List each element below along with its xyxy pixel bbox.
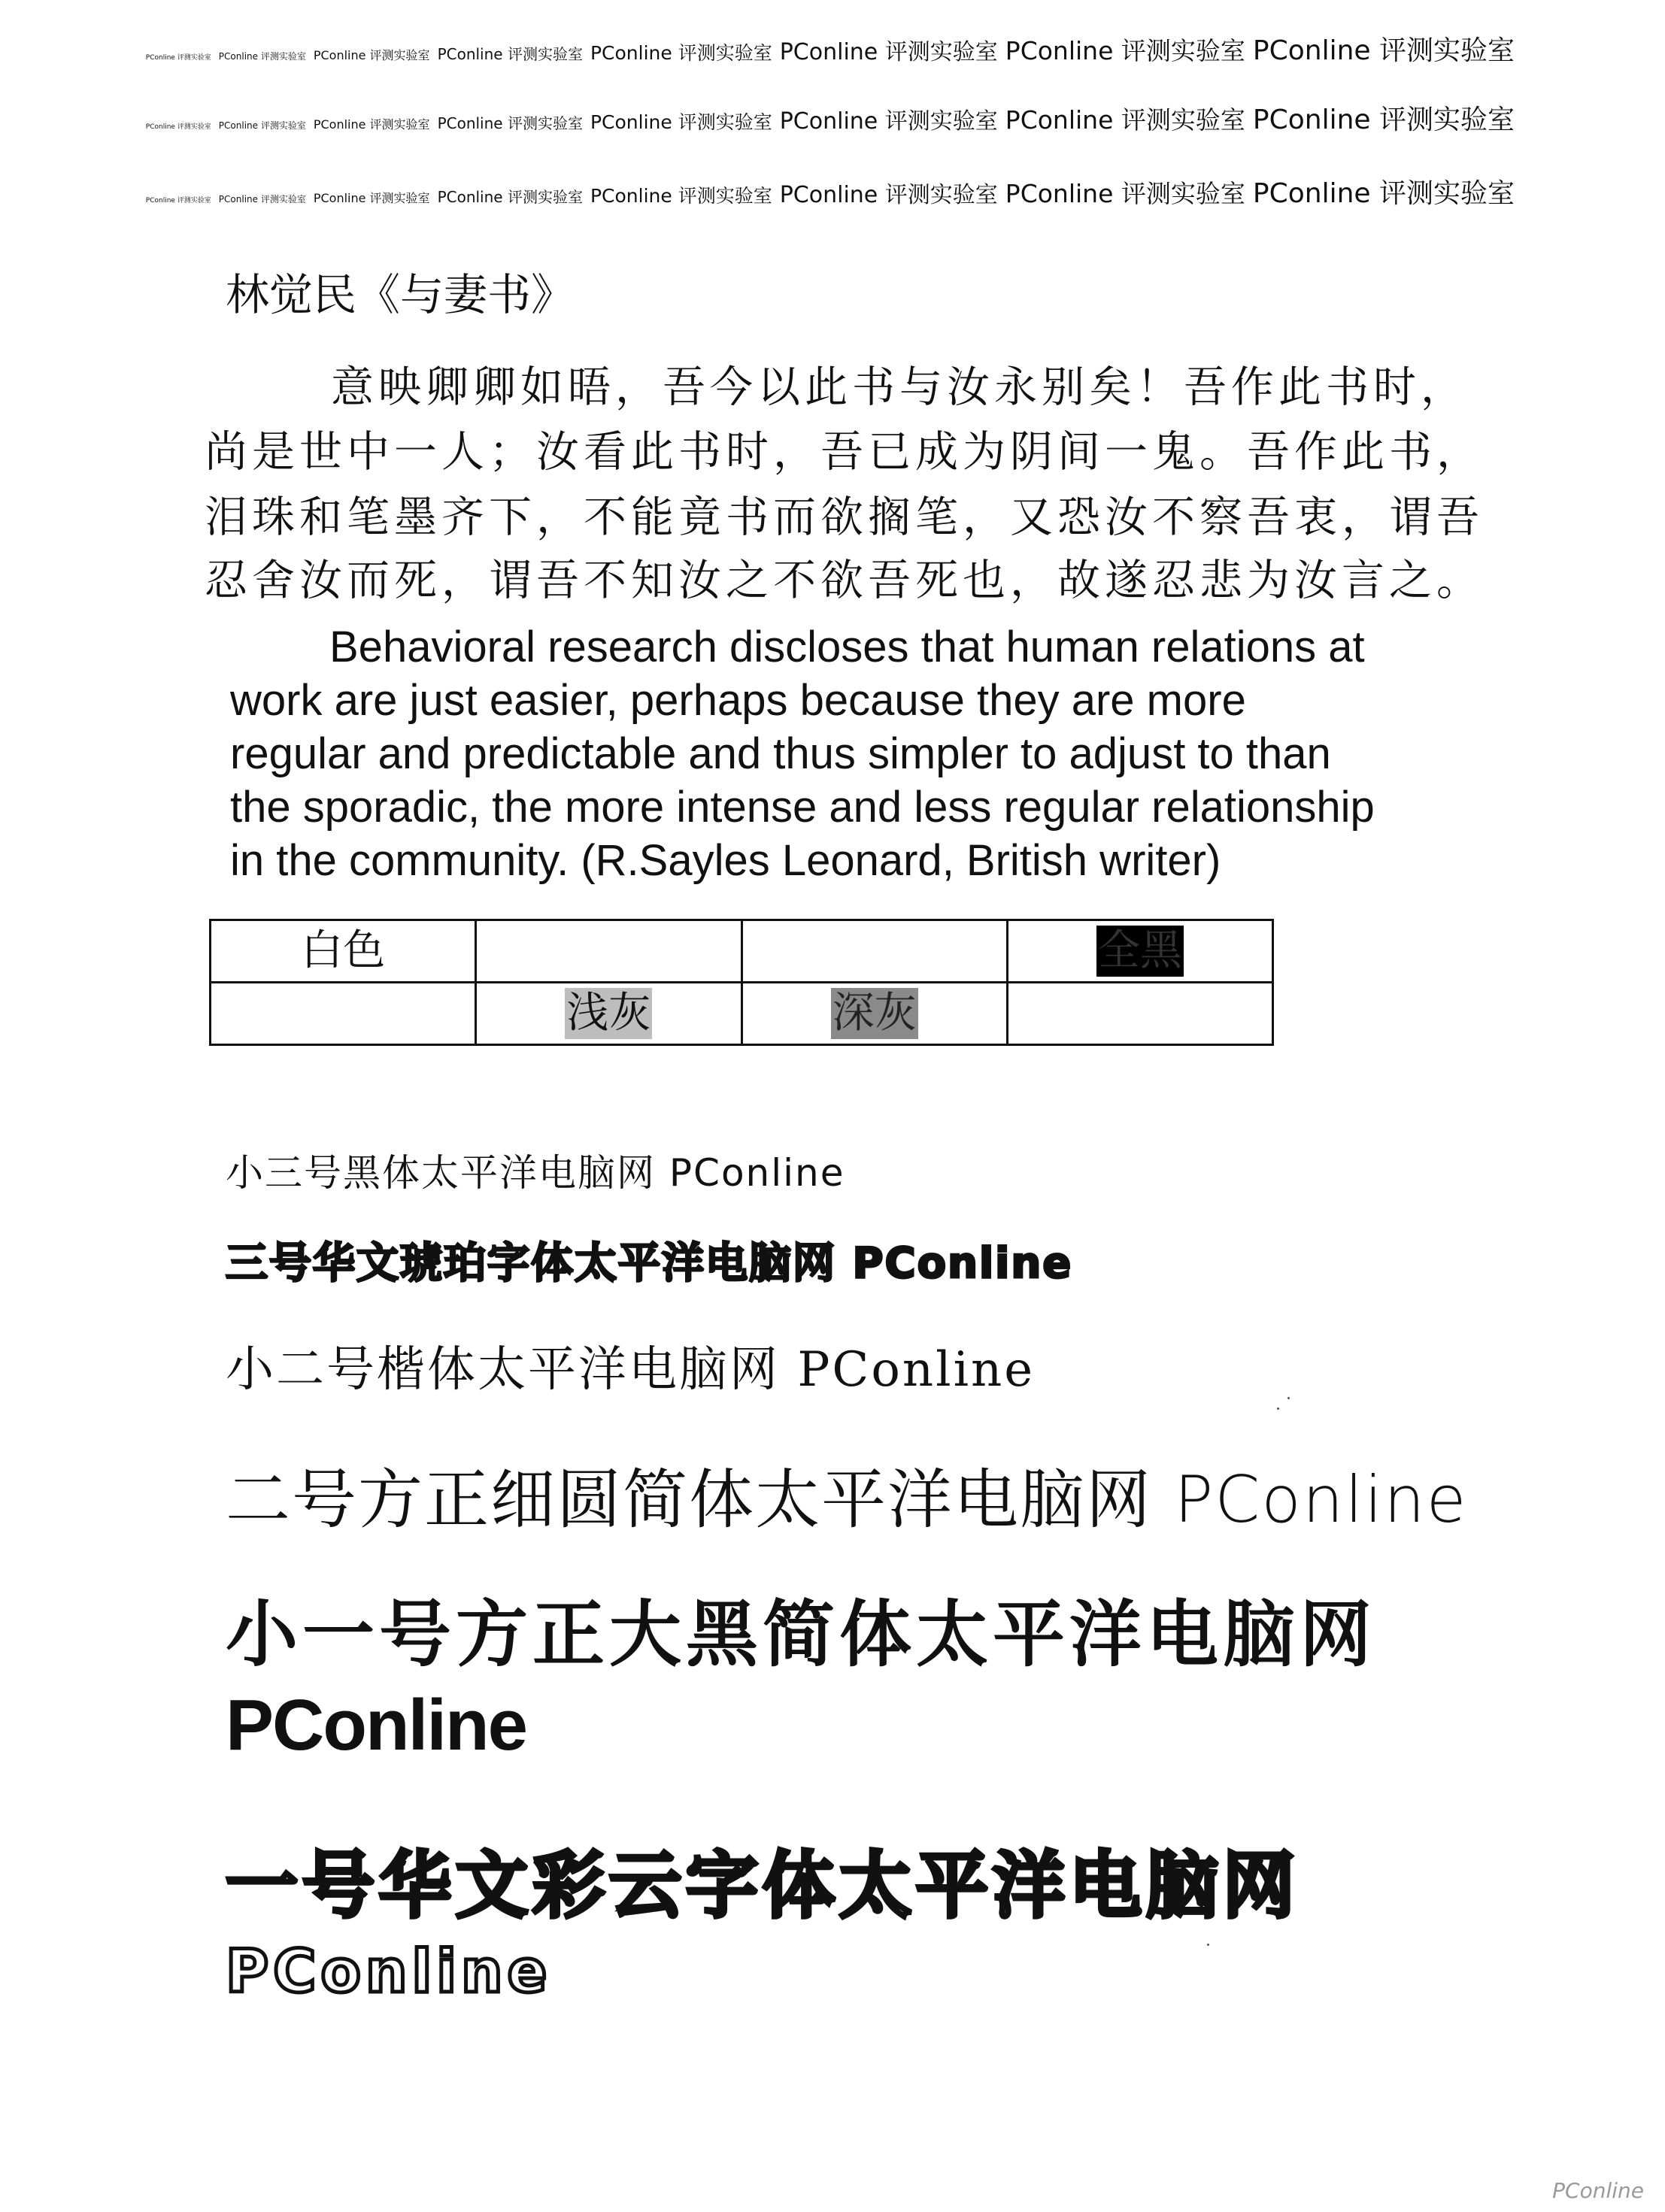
header-repeat: PConline 评测实验室 — [1005, 179, 1245, 208]
shade-table — [209, 919, 1274, 1046]
letter-title: 林觉民《与妻书》 — [226, 269, 575, 320]
header-repeat: PConline 评测实验室 — [1252, 105, 1515, 135]
header-repeat: PConline 评测实验室 — [218, 120, 306, 131]
table-row — [211, 920, 1273, 983]
dark-gray-swatch: 深灰 — [832, 989, 917, 1038]
cell-dark-gray — [742, 983, 1007, 1045]
chinese-line-3: 泪珠和笔墨齐下，不能竟书而欲搁笔，又恐汝不察吾衷，谓吾 — [205, 492, 1484, 542]
scan-speck — [1207, 1944, 1209, 1946]
header-repeat: PConline 评测实验室 — [437, 45, 583, 63]
header-repeat: PConline 评测实验室 — [313, 117, 430, 132]
header-repeat: PConline 评测实验室 — [313, 48, 430, 62]
full-black-swatch: 全黑 — [1097, 926, 1182, 976]
scan-speck — [1277, 1407, 1279, 1410]
header-repeat: PConline 评测实验室 — [779, 39, 998, 65]
font-sample-xiaosan-heiti: 小三号黑体太平洋电脑网 PConline — [226, 1151, 845, 1195]
header-repeat: PConline 评测实验室 — [1005, 105, 1245, 135]
white-label: 白色 — [301, 926, 386, 976]
header-repeat: PConline 评测实验室 — [1252, 35, 1515, 66]
header-repeat: PConline 评测实验室 — [145, 123, 211, 131]
chinese-line-2: 尚是世中一人；汝看此书时，吾已成为阴间一鬼。吾作此书， — [205, 427, 1484, 477]
table-cell — [1007, 983, 1272, 1045]
header-repeat: PConline 评测实验室 — [590, 42, 772, 64]
header-row-3 — [138, 180, 1515, 208]
english-line-3: regular and predictable and thus simpler to adjust to than — [230, 729, 1331, 778]
cell-black — [1007, 920, 1272, 983]
header-repeat: PConline 评测实验室 — [590, 185, 772, 207]
header-repeat: PConline 评测实验室 — [145, 197, 211, 205]
english-line-2: work are just easier, perhaps because they are more — [230, 676, 1246, 725]
font-sample-big-black-line1: 小一号方正大黑简体太平洋电脑网 — [226, 1592, 1376, 1677]
font-sample-caiyun-line2: PConline — [226, 1938, 552, 2006]
header-repeat: PConline 评测实验室 — [218, 51, 306, 62]
chinese-line-4: 忍舍汝而死，谓吾不知汝之不欲吾死也，故遂忍悲为汝言之。 — [205, 556, 1484, 605]
scan-speck — [1287, 1397, 1290, 1399]
watermark-logo: PConline — [1552, 2178, 1644, 2203]
header-repeat: PConline 评测实验室 — [779, 182, 998, 208]
header-repeat: PConline 评测实验室 — [590, 111, 772, 133]
english-line-4: the sporadic, the more intense and less regular relationship — [230, 783, 1375, 832]
table-cell — [742, 920, 1007, 983]
header-repeat: PConline 评测实验室 — [313, 191, 430, 205]
table-cell — [211, 983, 476, 1045]
header-row-1 — [138, 35, 1515, 66]
font-sample-big-black-line2: PConline — [226, 1685, 527, 1765]
header-repeat: PConline 评测实验室 — [779, 108, 998, 135]
light-gray-swatch: 浅灰 — [566, 989, 651, 1038]
header-repeat: PConline 评测实验室 — [1005, 36, 1245, 65]
font-sample-thin-round: 二号方正细圆简体太平洋电脑网 PConline — [226, 1462, 1468, 1538]
font-sample-kaiti: 小二号楷体太平洋电脑网 PConline — [226, 1342, 1036, 1398]
chinese-line-1: 意映卿卿如晤，吾今以此书与汝永别矣！吾作此书时， — [331, 362, 1468, 412]
header-repeat: PConline 评测实验室 — [218, 194, 306, 205]
header-repeat: PConline 评测实验室 — [437, 114, 583, 132]
cell-white — [211, 920, 476, 983]
header-row-2 — [138, 107, 1515, 134]
english-line-5: in the community. (R.Sayles Leonard, British writer) — [230, 836, 1221, 885]
font-sample-amber: 三号华文琥珀字体太平洋电脑网 PConline — [226, 1239, 1073, 1288]
table-cell — [476, 920, 742, 983]
english-line-1: Behavioral research discloses that human relations at — [329, 623, 1365, 671]
font-sample-caiyun-line1: 一号华文彩云字体太平洋电脑网 — [226, 1844, 1300, 1928]
header-repeat: PConline 评测实验室 — [437, 188, 583, 206]
cell-light-gray — [476, 983, 742, 1045]
header-repeat: PConline 评测实验室 — [1252, 178, 1515, 209]
table-row — [211, 983, 1273, 1045]
header-repeat: PConline 评测实验室 — [145, 54, 211, 62]
